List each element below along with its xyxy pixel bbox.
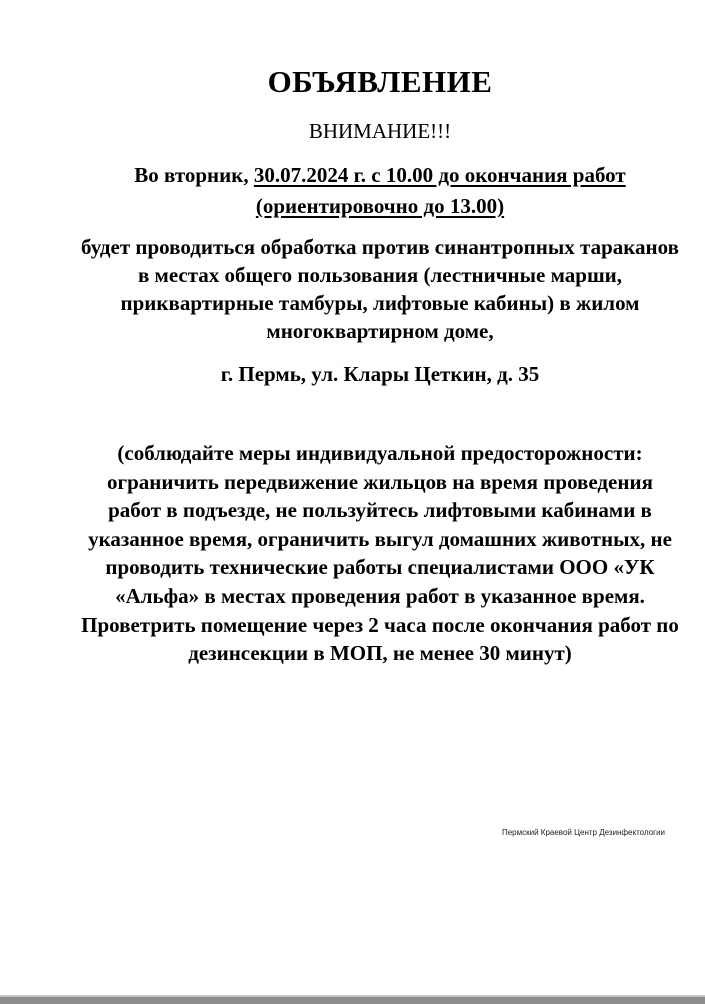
bottom-edge-bar xyxy=(0,997,705,1004)
date-time-underlined: 30.07.2024 г. с 10.00 до окончания работ xyxy=(253,163,626,187)
date-time-block xyxy=(40,160,705,222)
organization-signature: Пермский Краевой Центр Дезинфектологии xyxy=(501,828,665,837)
attention-heading: ВНИМАНИЕ!!! xyxy=(308,119,452,143)
building-address: г. Пермь, ул. Клары Цеткин, д. 35 xyxy=(220,362,540,386)
precautions-text: (соблюдайте меры индивидуальной предосторожности: ограничить передвижение жильцов на время проведения работ в подъезде, не пользуйтесь лифтовыми кабинами в указанное время, ограничить выгул домашних животных, не проводить технические работы специалистами ООО «УК «Альфа» в местах проведения работ в указанное время. Проветрить помещение через 2 часа после окончания работ по дезинсекции в МОП, не менее 30 минут) xyxy=(81,441,679,666)
treatment-description: будет проводиться обработка против синантропных тараканов в местах общего пользования (лестничные марши, приквартирные тамбуры, лифтовые кабины) в жилом многоквартирном доме, xyxy=(81,235,679,343)
approximate-end-time: (ориентировочно до 13.00) xyxy=(255,194,505,218)
date-prefix: Во вторник, xyxy=(134,163,254,187)
notice-title: ОБЪЯВЛЕНИЕ xyxy=(267,64,493,99)
